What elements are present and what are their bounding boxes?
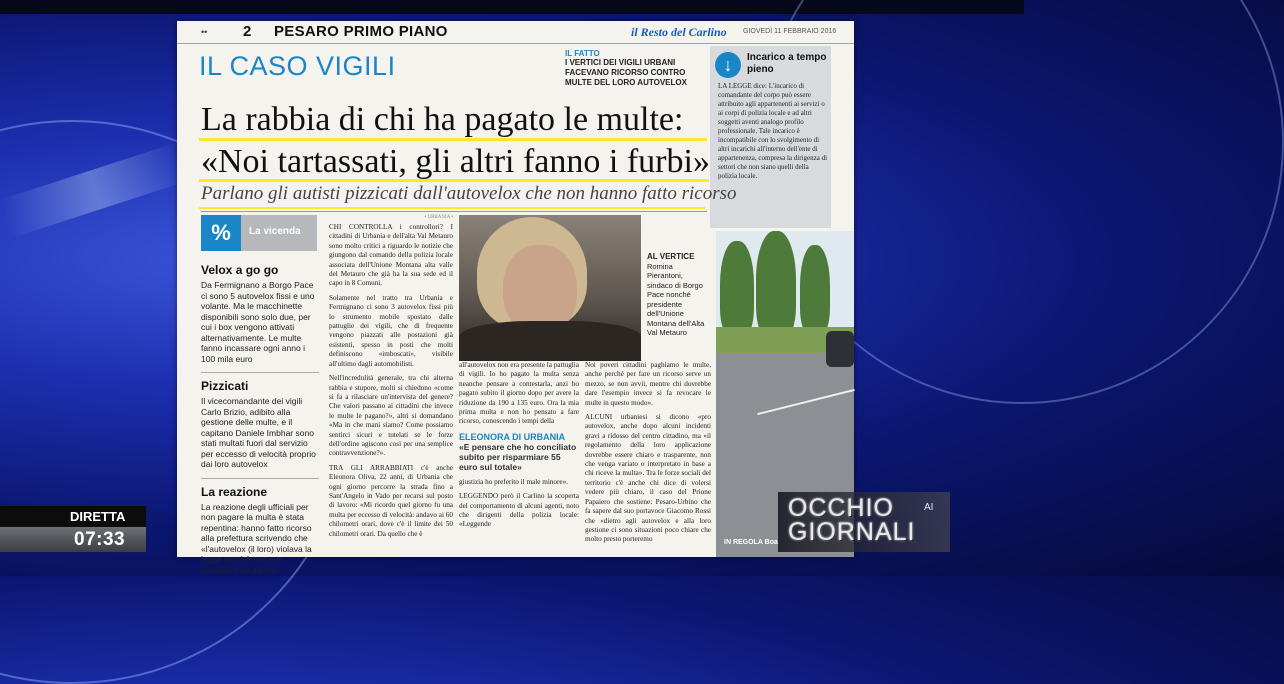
live-label: DIRETTA [70, 509, 126, 524]
article-paragraph: CHI CONTROLLA i controllori? I cittadini di Urbania e dell'alta Val Metauro sono molto critici a riguardo le notizie che giungono dal comando della polizia locale associata dell'Unione Montana alta valle del Metauro che già ha la sua sede ed il capo in 8 Comuni. [329, 223, 453, 288]
fatto-text: I VERTICI DEI VIGILI URBANI FACEVANO RICORSO CONTRO MULTE DEL LORO AUTOVELOX [565, 58, 687, 87]
portrait-photo [459, 215, 641, 356]
photo-tree [756, 231, 796, 339]
left-subtitle: Velox a go go [201, 263, 279, 277]
photo-tree [720, 241, 754, 337]
newspaper-page [177, 21, 854, 575]
left-column [201, 261, 319, 583]
photo-caption-title: AL VERTICE [647, 252, 695, 261]
fatto-box [565, 49, 691, 88]
incarico-text: LA LEGGE dice: L'incarico di comandante del corpo può essere attribuito agli appartenenti ai servizi o ai corpi di polizia locale e ad altri soggetti aventi analogo profilo professionale. Tale incarico è incompatibile con lo svolgimento di altri incarichi all'interno dell'ente di appartenenza, compresa la dirigenza di settori che non siano quelli della polizia locale. [718, 82, 828, 180]
divider [201, 372, 319, 373]
article-paragraph: Nell'incredulità generale, tra chi alterna rabbia e stupore, molti si chiedono «come si fa a rilasciare un'intervista del genere? Che valori passano ai cittadini che invece le multe le pagano?», altri si domandano «Ma in che mani siamo? Come possiamo sentirci sicuri e tutelati se le forze dell'ordine agiscono così per una semplice contravvenzione?». [329, 374, 453, 458]
article-paragraph: giustizia ho preferito il male minore». [459, 477, 568, 486]
left-subtitle: Pizzicati [201, 379, 249, 393]
incarico-title: Incarico a tempo pieno [747, 52, 827, 75]
divider [201, 211, 707, 212]
percent-icon: % [201, 215, 241, 251]
left-paragraph: Il vicecomandante dei vigili Carlo Brizio, adibito alla gestione delle multe, e il capitano Daniele Imbhar sono stati multati fuori dal servizio per eccesso di velocità proprio dai loro autovelox [201, 396, 316, 469]
road-caption: IN REGOLA Boa [724, 539, 778, 546]
clock-time: 07:33 [74, 529, 126, 550]
headline-line-2: «Noi tartassati, gli altri fanno i furbi» [201, 143, 710, 180]
show-title-line2: GIORNALI [788, 518, 916, 546]
article-paragraph: Noi poveri cittadini paghiamo le multe, anche perché per fare un ricorso serve un mezzo, se non avvii, mentre chi dovrebbe dare l'esempio invece si fa revocare le multe in questo modo». [585, 361, 711, 407]
photo-car [826, 331, 854, 367]
photo-tree [800, 245, 830, 335]
quote-text: «E pensare che ho conciliato subito per risparmiare 55 euro sul totale» [459, 441, 577, 472]
section-title: PESARO PRIMO PIANO [274, 23, 448, 40]
kicker-title: IL CASO VIGILI [199, 51, 396, 81]
photo-caption [647, 252, 707, 338]
left-paragraph: Da Fermignano a Borgo Pace ci sono 5 autovelox fissi e uno volante. Ma le macchinette disponibili sono solo due, per cui i box vengono attivati alternativamente. Le multe fanno incassare ogni anno i 100 mila euro [201, 280, 315, 364]
arrow-down-icon: ↓ [715, 52, 741, 78]
header-dots: •• [201, 27, 208, 37]
deck-subheadline: Parlano gli autisti pizzicati dall'autovelox che non hanno fatto ricorso [201, 183, 737, 204]
show-title-line1: OCCHIO [788, 494, 894, 522]
divider [201, 478, 319, 479]
live-badge [0, 506, 146, 527]
article-paragraph: all'autovelox non era presente la pattuglia di vigili. Io ho pagato la multa senza neanche pensare a contestarla, anzi ho pagato subito il giorno dopo per avere la riduzione da 190 a 135 euro. Ora la mia prima multa e non ho pensato a fare ricorso, conoscendo i tempi della [459, 361, 579, 426]
quote-heading: ELEONORA DI URBANIA [459, 431, 566, 442]
show-logo [778, 492, 950, 552]
fatto-title: IL FATTO [565, 49, 600, 58]
clock [0, 527, 146, 552]
bottom-column-1 [459, 361, 579, 535]
headline-line-1: La rabbia di chi ha pagato le multe: [201, 101, 684, 138]
vicenda-label: La vicenda [249, 226, 301, 237]
page-number: 2 [243, 23, 252, 40]
newspaper-brand: il Resto del Carlino [631, 25, 727, 39]
article-paragraph: ALCUNI urbaniesi si dicono «pro autovelox, anche dopo alcuni incidenti gravi a ridosso del centro cittadino, ma «il regolamento della loro applicazione dovrebbe essere chiaro e trasparente, non che venga variato o interpretato in base a chi riceve la multa». Tra le forze sociali del territorio c'è anche chi dice di volersi vedere più chiaro, il caso del Prione Papaiero che sostiene: Pesaro-Urbino che fa sapere dal suo portavoce Giacomo Rossi che «dietro agli autovelox e alla loro gestione ci sono situazioni poco chiare che molto presto porteremo [585, 413, 711, 544]
left-paragraph: La reazione degli ufficiali per non pagare la multa è stata repentina: hanno fatto ricorso alla prefettura scrivendo che «l'autovelox (il loro) violava la legge perché non era presidiato da agenti» [201, 501, 312, 575]
deck-highlight [199, 207, 705, 209]
vicenda-badge [201, 215, 317, 251]
newspaper-header [177, 21, 854, 44]
article-paragraph: LEGGENDO però il Carlino la scoperta del comportamento di alcuni agenti, noto che dirigenti della polizia locale: «Leggende [459, 492, 579, 529]
photo-coat [459, 321, 641, 361]
article-paragraph: Solamente nel tratto tra Urbania e Fermignano ci sono 3 autovelox fissi più lo strumento mobile spostato dalle pattuglie dei vigili, che di frequente vengono piazzati alle postazioni già esistenti, spesso in posti che molti definiscono «imboscati», visibile all'ultimo dagli automobilisti. [329, 293, 453, 368]
article-paragraph: TRA GLI ARRABBIATI c'è anche Eleonora Oliva, 22 anni, di Urbania che ogni giorno percorre la strada fino a Sant'Angelo in Vado per recarsi sul posto di lavoro: «Mi ricordo quel giorno fu una multa per eccesso di velocità: andavo ai 60 chilometri orari, dove c'è il limite dei 50 chilometri orari. Da quello che è [329, 463, 453, 538]
photo-caption-text: Romina Pierantoni, sindaco di Borgo Pace nonché presidente dell'Unione Montana dell'Alta Val Metauro [647, 261, 705, 337]
bottom-column-2 [585, 361, 711, 550]
show-title-ai: AI [924, 502, 934, 513]
left-subtitle: La reazione [201, 484, 268, 499]
middle-column [329, 215, 453, 544]
column-caption: • URBANIA • [424, 215, 453, 220]
issue-date: GIOVEDÌ 11 FEBBRAIO 2016 [743, 28, 837, 35]
